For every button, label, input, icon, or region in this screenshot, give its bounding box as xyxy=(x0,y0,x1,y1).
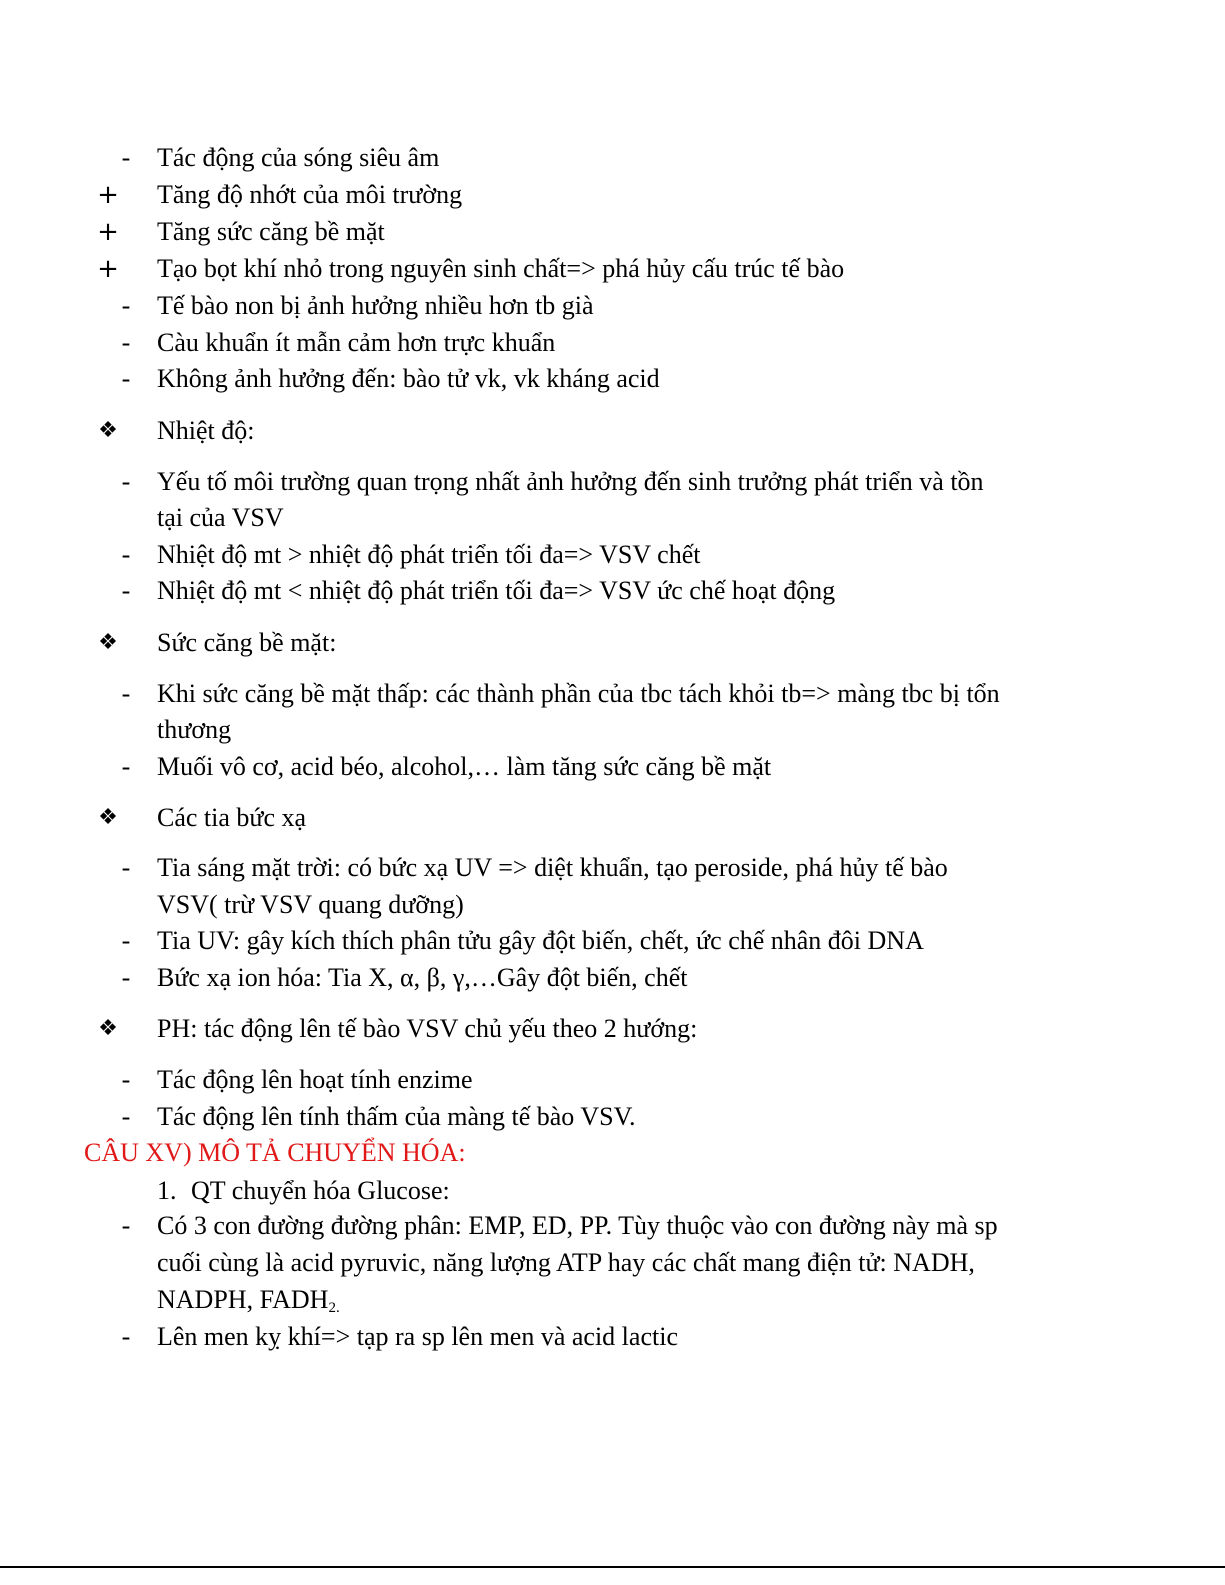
list-item-text: Tăng độ nhớt của môi trường xyxy=(157,180,463,209)
dash-bullet: - xyxy=(121,364,131,393)
dash-bullet: - xyxy=(121,679,131,708)
dash-bullet: - xyxy=(121,1102,131,1131)
dash-bullet: - xyxy=(121,926,131,955)
list-item-text: Lên men kỵ khí=> tạp ra sp lên men và acid lactic xyxy=(157,1322,678,1351)
list-item-text: Tác động của sóng siêu âm xyxy=(157,143,440,172)
list-item-text: Nhiệt độ mt < nhiệt độ phát triển tối đa=> VSV ức chế hoạt động xyxy=(157,576,836,605)
plus-bullet: + xyxy=(97,180,119,210)
dash-bullet: - xyxy=(121,328,131,357)
list-item-text: Tia sáng mặt trời: có bức xạ UV => diệt khuẩn, tạo peroside, phá hủy tế bào xyxy=(157,853,948,882)
diamond-bullet-icon: ❖ xyxy=(98,805,118,830)
list-item-text: cuối cùng là acid pyruvic, năng lượng ATP hay các chất mang điện tử: NADH, xyxy=(157,1248,975,1277)
list-item-text: Tia UV: gây kích thích phân tửu gây đột biến, chết, ức chế nhân đôi DNA xyxy=(157,926,924,955)
dash-bullet: - xyxy=(121,1322,131,1351)
dash-bullet: - xyxy=(121,853,131,882)
numbered-item xyxy=(157,1174,450,1208)
list-item-text: Tế bào non bị ảnh hưởng nhiều hơn tb già xyxy=(157,291,594,320)
diamond-bullet-icon: ❖ xyxy=(98,1016,118,1041)
dash-bullet: - xyxy=(121,540,131,569)
section-title-text: PH: tác động lên tế bào VSV chủ yếu theo 2 hướng: xyxy=(157,1014,698,1043)
list-item-text: Có 3 con đường đường phân: EMP, ED, PP. Tùy thuộc vào con đường này mà sp xyxy=(157,1211,998,1240)
section-title-text: Sức căng bề mặt: xyxy=(157,628,337,657)
item-number: 1. xyxy=(157,1176,177,1205)
list-item-text: Càu khuẩn ít mẫn cảm hơn trực khuẩn xyxy=(157,328,556,357)
numbered-item-text: QT chuyển hóa Glucose: xyxy=(191,1176,450,1205)
dash-bullet: - xyxy=(121,291,131,320)
dash-bullet: - xyxy=(121,963,131,992)
list-item-text: Tác động lên tính thấm của màng tế bào VSV. xyxy=(157,1102,636,1131)
list-item-text: Bức xạ ion hóa: Tia X, α, β, γ,…Gây đột biến, chết xyxy=(157,963,688,992)
list-item-text: VSV( trừ VSV quang dưỡng) xyxy=(157,890,464,919)
plus-bullet: + xyxy=(97,254,119,284)
section-title-text: Các tia bức xạ xyxy=(157,803,307,832)
diamond-bullet-icon: ❖ xyxy=(98,418,118,443)
list-item-text: Tạo bọt khí nhỏ trong nguyên sinh chất=> phá hủy cấu trúc tế bào xyxy=(157,254,845,283)
dash-bullet: - xyxy=(121,752,131,781)
list-item-text: Nhiệt độ mt > nhiệt độ phát triển tối đa=> VSV chết xyxy=(157,540,701,569)
list-item-text: thương xyxy=(157,715,232,744)
diamond-bullet-icon: ❖ xyxy=(98,630,118,655)
list-item-text: Yếu tố môi trường quan trọng nhất ảnh hưởng đến sinh trưởng phát triển và tồn xyxy=(157,467,984,496)
list-item-text: Tăng sức căng bề mặt xyxy=(157,217,385,246)
list-item-text: Khi sức căng bề mặt thấp: các thành phần của tbc tách khỏi tb=> màng tbc bị tổn xyxy=(157,679,1000,708)
list-item-text: Tác động lên hoạt tính enzime xyxy=(157,1065,473,1094)
dash-bullet: - xyxy=(121,467,131,496)
dash-bullet: - xyxy=(121,576,131,605)
section-title-text: Nhiệt độ: xyxy=(157,416,255,445)
fadh-text: NADPH, FADH xyxy=(157,1285,329,1314)
dash-bullet: - xyxy=(121,1211,131,1240)
list-item-text: Muối vô cơ, acid béo, alcohol,… làm tăng sức căng bề mặt xyxy=(157,752,772,781)
subscript: 2. xyxy=(328,1300,340,1316)
list-item-text: Không ảnh hưởng đến: bào tử vk, vk kháng acid xyxy=(157,364,660,393)
list-item-text xyxy=(157,1283,340,1317)
plus-bullet: + xyxy=(97,217,119,247)
dash-bullet: - xyxy=(121,143,131,172)
section-heading: CÂU XV) MÔ TẢ CHUYỂN HÓA: xyxy=(84,1138,466,1167)
dash-bullet: - xyxy=(121,1065,131,1094)
page-bottom-border xyxy=(0,1566,1225,1568)
list-item-text: tại của VSV xyxy=(157,503,284,532)
